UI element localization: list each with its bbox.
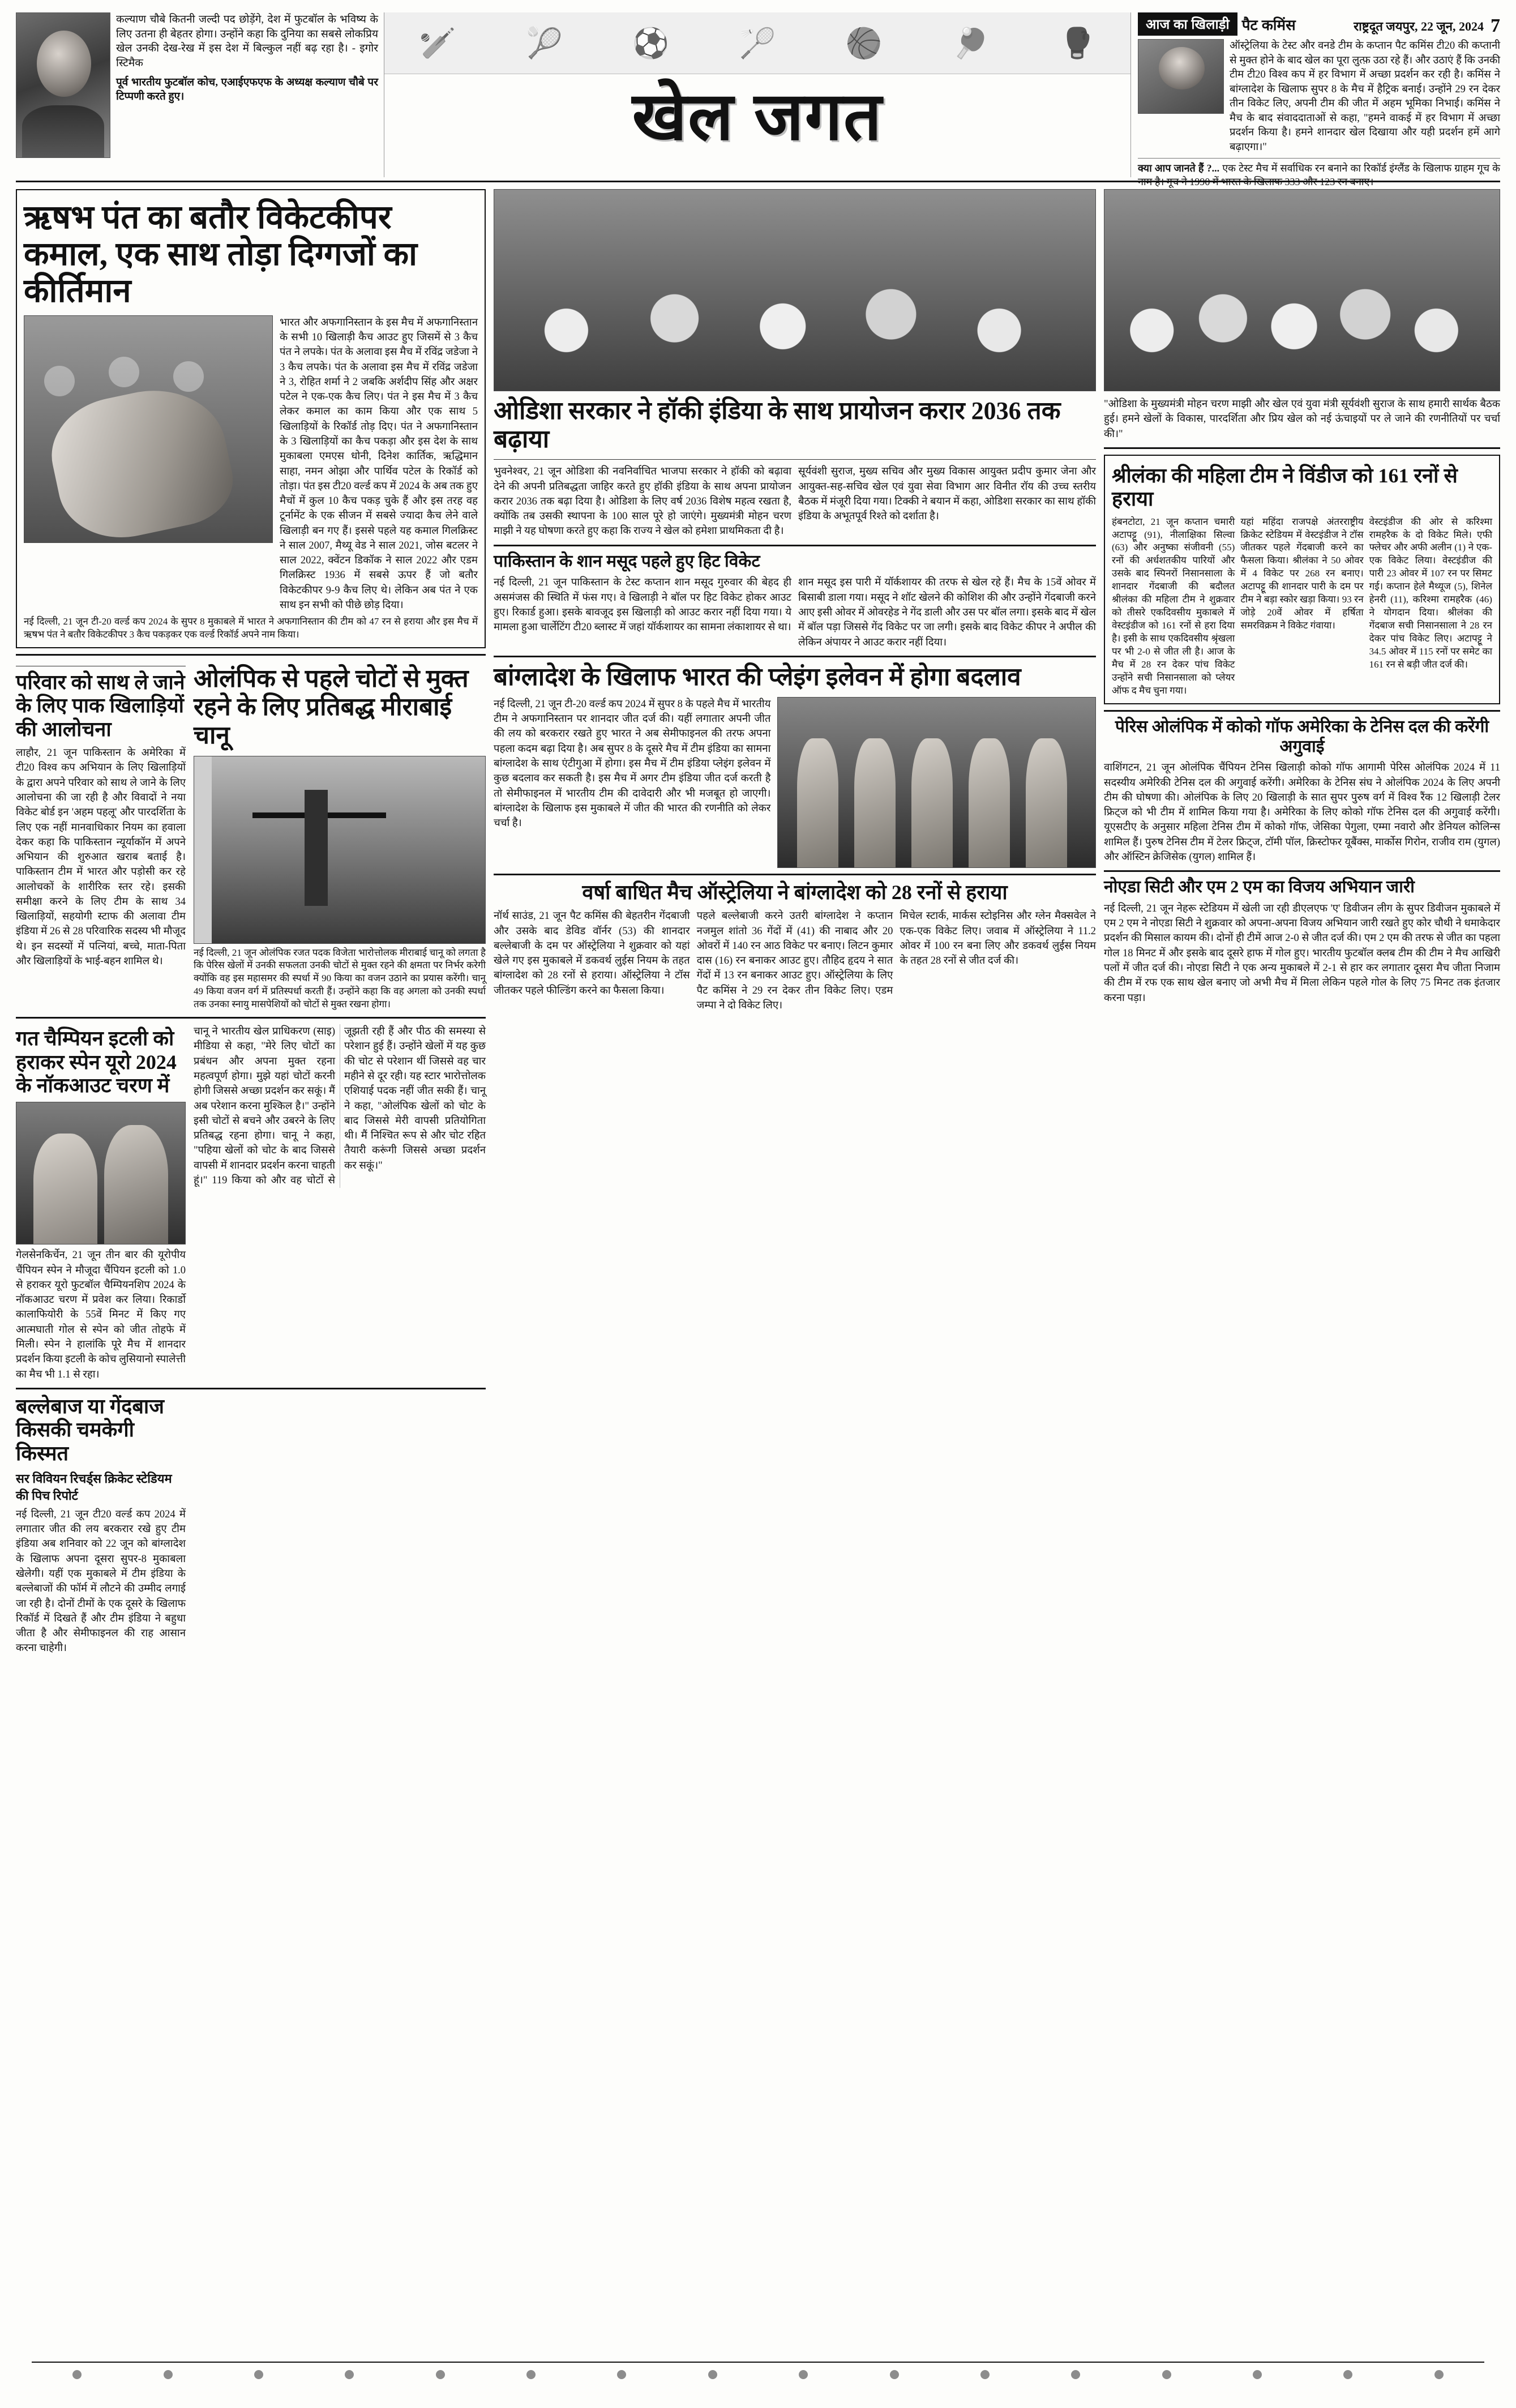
masthead-quote: कल्याण चौबे कितनी जल्दी पद छोड़ेंगे, देश में फुटबॉल के भविष्य के लिए उतना ही बेहतर होगा। उन्होंने कहा कि दुनिया का सबसे लोकप्रिय खेल उनकी देख-रेख में इस देश में बिल्कुल नहीं बढ़ रहा है। - इगोर स्टिमैक [116,14,378,69]
lead-caption: नई दिल्ली, 21 जून टी-20 वर्ल्ड कप 2024 के सुपर 8 मुकाबले में भारत ने अफगानिस्तान की टीम को 47 रन से हराया और इस मैच में ऋषभ पंत ने बतौर विकेटकीपर 3 कैच पकड़कर एक वर्ल्ड रिकॉर्ड अपने नाम किया। [24,616,478,640]
player-of-day-text: ऑस्ट्रेलिया के टेस्ट और वनडे टीम के कप्तान पैट कमिंस टी20 की कप्तानी से मुक्त होने के बाद खेल का पूरा लुत्फ़ उठा रहे हैं। और उठाएं हैं कि उनकी टीम टी20 विश्व कप में हर विभाग में अच्छा प्रदर्शन कर रही है। कमिंस ने बांग्लादेश के खिलाफ सुपर 8 के मैच में हैट्रिक बनाई। उन्होंने 29 रन देकर तीन विकेट लिए, अपनी टीम की जीत में अहम भूमिका निभाई। कमिंस ने मैच के बाद संवाददाताओं से कहा, "हमने वाकई में हर विभाग में अच्छा प्रदर्शन किया है। हमने शानदार खेल दिखाया और यही प्रदर्शन हमें आगे बढ़ाएगा।" [1230,40,1500,153]
mirabai-photo [194,756,486,944]
column-right [1104,189,1500,1656]
pak-headline: परिवार को साथ ले जाने के लिए पाक खिलाड़ियों की आलोचना [16,671,185,741]
pak-mirabai-row [16,661,486,1011]
tennis-ball-icon: 🎾 [526,27,563,60]
australia-col3: मिचेल स्टार्क, मार्कस स्टोइनिस और ग्लेन मैक्सवेल ने एक-एक विकेट लिए। जवाब में ऑस्ट्रेलिया ने 11.2 ओवर में 100 रन बना लिए और डकवर्थ लुईस नियम के तहत 28 रनों से जीत दर्ज की। [900,910,1097,967]
euro-photo [16,1102,186,1244]
column-left [16,189,486,1656]
column-center [494,189,1096,1656]
did-you-know-label: क्या आप जानते हैं ?... [1138,162,1220,174]
bangla-photo [777,697,1096,868]
pak-body: लाहौर, 21 जून पाकिस्तान के अमेरिका में टी20 विश्व कप अभियान के लिए खिलाड़ियों के द्वारा अपने परिवार को साथ ले जाने के लिए आलोचना की जा रही है और विवादों ने नया विकेट बोर्ड इन 'अहम पहलू' और पारदर्शिता के लिए एक नहीं मानवाधिकार नियम का हवाला देकर कहा कि पाकिस्तान न्यूर्याकॉन में अपने अभियान की शुरुआत खराब बताई है। पाकिस्तान टीम में भारत और पड़ोसी कर रहे आलोचकों के शारीरिक स्तर रहे। इसकी समीक्षा करने के लिए टीम के साथ 34 खिलाड़ियों, सहयोगी स्टाफ की अलावा टीम इंडिया में 26 से 28 परिवारिक सदस्य भी मौजूद थे। इन सदस्यों में पत्नियां, बच्चे, माता-पिता और खिलाड़ियों के भाई-बहन शामिल थे। [16,747,186,967]
batsman-subhead: सर विवियन रिचर्ड्स क्रिकेट स्टेडियम की पिच रिपोर्ट [16,1471,172,1503]
masood-headline: पाकिस्तान के शान मसूद पहले हुए हिट विकेट [494,551,760,571]
masthead-quote-source: पूर्व भारतीय फुटबॉल कोच, एआईएफएफ के अध्यक्ष कल्याण चौबे पर टिप्पणी करते हुए। [116,76,378,103]
srilanka-col1: हंबनटोटा, 21 जून कप्तान चमारी अटापट्टू (91), नीलाक्षिका सिल्वा (63) और अनुष्का संजीवनी (55) रनों की अर्धशतकीय पारियों और उसके बाद स्पिनरों निसानसाला के शानदार गेंदबाजी की बदौलत श्रीलंका की महिला टीम ने शुक्रवार को तीसरे एकदिवसीय मुकाबले में वेस्टइंडीज को 161 रनों से हरा दिया है। इसी के साथ एकदिवसीय श्रृंखला पर भी 2-0 से जीत ली है। आज के मैच में 28 रन देकर पांच विकेट उन्होंने सची निसानसाला को प्लेयर ऑफ द मैच चुना गया। [1112,516,1235,696]
hockey-photo-2 [1104,189,1500,391]
hockey-col2: सूर्यवंशी सुराज, मुख्य सचिव और मुख्य विकास आयुक्त प्रदीप कुमार जेना और आयुक्त-सह-सचिव खेल एवं युवा सेवा विभाग आर विनीत रॉय की उच्च स्तरीय बैठक में मंजूरी दिया गया। टिक्की ने बयान में कहा, ओडिशा सरकार का साथ हॉकी इंडिया के अभूतपूर्व रिश्ते को दर्शाता है। [798,466,1096,523]
mirabai-body: चानू ने भारतीय खेल प्राधिकरण (साइ) मीडिया से कहा, "मेरे लिए चोटों का प्रबंधन और अपना मुक्त रहना महत्वपूर्ण होगा। मुझे यहां चोटों करनी होगी जिससे अच्छा प्रदर्शन कर सकूं। मैं अब परेशान करना मुश्किल है।" उन्होंने इसी चोटों से बचने और उबरने के लिए प्रतिबद्ध रहना होगा। चानू ने कहा, "पहिया खेलों को चोट के बाद जिससे वापसी में शानदार प्रदर्शन करना चाहती हूं।" 119 किया को और वह चोटों से जूझती रही हैं और पीठ की समस्या से परेशान हुई हैं। उन्होंने खेलों में यह कुछ की चोट से परेशान थीं जिससे वह चार महीने से दूर रही। यह स्टार भारोत्तोलक एशियाई पदक नहीं जीत सकी हैं। चानू ने कहा, "ओलंपिक खेलों को चोट के बाद जिससे मेरी वापसी प्रतियोगिता थी। मैं निश्चित रूप से और चोट रहित तैयारी करूंगी जिससे अच्छा प्रदर्शन कर सकूं।" [194,1026,486,1186]
srilanka-headline: श्रीलंका की महिला टीम ने विंडीज को 161 रनों से हराया [1112,464,1458,511]
mirabai-headline: ओलंपिक से पहले चोटों से मुक्त रहने के लिए प्रतिबद्ध मीराबाई चानू [194,665,469,750]
did-you-know-text: एक टेस्ट मैच में सर्वाधिक रन बनाने का रिकॉर्ड इंग्लैंड के खिलाफ ग्राहम गूच के नाम है। गूच ने 1990 में भारत के खिलाफ 333 और 123 रन बनाए। [1138,162,1500,188]
basketball-icon: 🏀 [845,27,883,60]
main-grid [16,189,1500,1656]
noida-article [1104,878,1500,1006]
bangla-headline: बांग्लादेश के खिलाफ भारत की प्लेइंग इलेवन में होगा बदलाव [494,662,1021,691]
footer-registration-marks [32,2362,1484,2381]
batsman-article [16,1395,186,1656]
pak-article [16,661,186,1011]
masood-col2: शान मसूद इस पारी में यॉर्कशायर की तरफ से खेल रहे हैं। मैच के 15वें ओवर में बिसाबी डाला गया। मसूद ने शॉट खेलने की कोशिश की और उन्होंने गेंदबाजी करने आए इसी ओवर में ओवरहेड ने गेंद डाली और उस पर बॉल लगा। इसके बाद में खेल में बॉल पड़ा जिससे गेंद विकेट पर जा लगी। इसके बाद विकेट कीपर ने अपील की लेकिन अंपायर ने आउट करार नहीं दिया। [798,577,1096,648]
masood-col1: नई दिल्ली, 21 जून पाकिस्तान के टेस्ट कप्तान शान मसूद गुरुवार की बेहद ही असमंजस की स्थिति में फंस गए। वे खिलाड़ी ने बॉल पर हिट विकेट होकर आउट हुए। रिकार्ड हुआ। इसके बावजूद इस खिलाड़ी को आउट करार नहीं दिया गया। ये मामला हुआ चार्लेटिंग टी20 ब्लास्ट में जहां यॉर्कशायर का सामना लंकाशायर से था। [494,577,791,634]
badminton-icon: 🏸 [739,27,776,60]
bangla-article [494,663,1096,868]
masthead-center [384,12,1130,177]
player-of-day-name: पैट कमिंस [1241,16,1296,33]
player-of-day-tag: आज का खिलाड़ी [1138,12,1237,36]
mirabai-article [194,661,486,1011]
masthead-left [16,12,384,177]
euro-row [16,1024,486,1382]
table-tennis-icon: 🏓 [952,27,989,60]
euro-article [16,1024,186,1382]
australia-col1: नॉर्थ साउंड, 21 जून पैट कमिंस की बेहतरीन गेंदबाजी और उसके बाद डेविड वॉर्नर (53) की शानदार बल्लेबाजी के दम पर ऑस्ट्रेलिया ने शुक्रवार को यहां खेले गए इस मुकाबले में डकवर्थ लुईस नियम के तहत बांग्लादेश को 28 रनों से हराया। ऑस्ट्रेलिया ने टॉस जीतकर पहले फील्डिंग करने का फैसला किया। [494,910,690,996]
australia-headline: वर्षा बाधित मैच ऑस्ट्रेलिया ने बांग्लादेश को 28 रनों से हराया [582,880,1008,904]
lead-photo [24,315,273,543]
batsman-headline: बल्लेबाज या गेंदबाज किसकी चमकेगी किस्मत [16,1395,164,1465]
noida-headline: नोएडा सिटी और एम 2 एम का विजय अभियान जारी [1104,878,1415,897]
boxing-glove-icon: 🥊 [1059,27,1096,60]
soccer-ball-icon: ⚽ [632,27,670,60]
section-logo: खेल जगत [632,79,883,154]
player-photo [1138,39,1224,114]
srilanka-article [1104,455,1500,704]
mirabai-caption: नई दिल्ली, 21 जून ओलंपिक रजत पदक विजेता भारोत्तोलक मीराबाई चानू को लगता है कि पेरिस खेलों में उनकी सफलता उनकी चोटों से मुक्त रहने की क्षमता पर निर्भर करेगी क्योंकि वह इस महासमर की स्पर्धा में 90 किया का वजन उठाने का प्रयास करेंगी। चानू 49 किया वजन वर्ग में प्रतिस्पर्धा करती हैं। उन्होंने कहा कि वह अगला को उनकी स्पर्धा तक उनका स्नायु मासपेशियों को चोटों से मुक्त रखना होगा। [194,947,486,1010]
lead-body: भारत और अफगानिस्तान के इस मैच में अफगानिस्तान के सभी 10 खिलाड़ी कैच आउट हुए जिसमें से 3 कैच पंत ने लपके। पंत के अलावा इस मैच में रविंद्र जडेजा ने 3 कैच लपके। पंत के अलावा इस मैच में रविंद्र जडेजा ने 3, रोहित शर्मा ने 2 जबकि अर्शदीप सिंह और अक्षर पटेल ने एक-एक कैच लिए। पंत ने इस मैच में 3 कैच लेकर कमाल का काम किया और एक साथ 5 खिलाड़ियों के रिकॉर्ड तोड़ दिए। पंत ने अफगानिस्तान के 3 खिलाड़ियों का कैच पकड़ा और इस देश के साथ मुकाबला एमएस धोनी, दिनेश कार्तिक, ऋद्धिमान साहा, नमन ओझा और पार्थिव पटेल के रिकॉर्ड को तोड़ा। पंत इस टी20 वर्ल्ड कप में 2024 के अब तक हुए मैचों में कुल 10 कैच पकड़ चुके हैं और इस तरह वह टूर्नामेंट के एक सीजन में सबसे ज्यादा कैच लेने वाले खिलाड़ी बन गए हैं। इससे पहले यह कमाल गिलक्रिस्ट ने साल 2007, मैथ्यू वेड ने साल 2021, जोस बटलर ने साल 2022, क्वेंटन डिकॉक ने साल 2022 और एडम गिलक्रिस्ट 1936 में सबसे ऊपर हैं जो बतौर विकेटकीपर 9-9 कैच लिए थे। लेकिन अब पंत ने एक साथ इन सभी को पीछे छोड़ दिया। [280,316,478,611]
paris-body: वाशिंगटन, 21 जून ओलंपिक चैंपियन टेनिस खिलाड़ी कोको गॉफ आगामी पेरिस ओलंपिक 2024 में 11 सदस्यीय अमेरिकी टेनिस दल की अगुवाई करेंगी। अमेरिका के टेनिस संघ ने ओलंपिक 2024 के लिए अपनी टीम की घोषणा की। ओलंपिक के लिए 20 खिलाड़ी के सात सुपर पुरुष वर्ग में विश्व रैंक 12 खिलाड़ी टेलर फ्रिट्ज को भी टीम में शामिल किया गया है। अमेरिका के लिए कोको गॉफ टेनिस दल की अगुवाई करेंगी। यूएसटीए के अनुसार महिला टेनिस टीम में कोको गॉफ, जेसिका पेगुला, एम्मा नवारो और डेनियल कोलिन्स शामिल हैं। पुरुष टेनिस टीम में टेलर फ्रिट्ज, टॉमी पॉल, क्रिस्टोफर यूबैंक्स, मार्कोस गिरोन, राजीव राम (युगल) और ऑस्टिन क्रेजिसेक (युगल) शामिल हैं। [1104,762,1500,863]
did-you-know-box [1138,158,1500,189]
page-number: 7 [1491,15,1500,36]
srilanka-col2: यहां महिंदा राजपक्षे अंतरराष्ट्रीय क्रिकेट स्टेडियम में वेस्टइंडीज ने टॉस जीतकर पहले गेंदबाजी करने का फैसला किया। श्रीलंका ने 50 ओवर में 4 विकेट पर 268 रन बनाए। अटापट्टू की शानदार पारी के दम पर टीम ने बड़ा स्कोर खड़ा किया। 93 रन जोड़े 20वें ओवर में हर्षिता समरविक्रम ने विकेट गंवाया। [1240,516,1364,631]
hockey-col1: भुवनेश्वर, 21 जून ओडिशा की नवनिर्वाचित भाजपा सरकार ने हॉकी को बढ़ावा देने की अपनी प्रतिबद्धता जाहिर करते हुए हॉकी इंडिया के साथ अपना प्रायोजन करार 2036 तक बढ़ा दिया है। ओडिशा के लिए वर्ष 2036 विशेष महत्व रखता है, क्योंकि तब उसकी स्थापना के 100 साल पूरे हो जाएंगे। मुख्यमंत्री मोहन चरण माझी ने यह घोषणा करते हुए कहा कि राज्य ने खेल को हमेशा प्राथमिकता दी है। [494,466,791,537]
noida-body: नई दिल्ली, 21 जून नेहरू स्टेडियम में खेली जा रही डीएलएफ 'ए' डिवीजन लीग के सुपर डिवीजन मुकाबले में एम 2 एम ने नोएडा सिटी ने शुक्रवार को अपना-अपना विजय अभियान जारी रखते हुए कोर चौथी ने धमाकेदार प्रदर्शन की मिसाल कायम की। दोनों ही टीमें आज 2-0 से जीत दर्ज की। एम 2 एम की तरफ से जीत का पहला गोल 18 मिनट में और इसके बाद दूसरे हाफ में गोल हुए। भारतीय फुटबॉल क्लब टीम की टीम ने मैच आखिरी पलों में जीत दर्ज की। नोएडा सिटी ने एक अन्य मुकाबले में 2-1 से हार कर लगातार दूसरा मैच जीता निजाम की टीम में रफ एक साथ खेल बनाए जो अभी मैच में मिला लेकिन पहले गोल के लिए 75 मिनट तक इंतजार करना पड़ा। [1104,903,1500,1004]
cricket-stumps-icon: 🏏 [419,27,456,60]
edition-date: राष्ट्रदूत जयपुर, 22 जून, 2024 [1354,19,1484,33]
lead-headline: ऋषभ पंत का बतौर विकेटकीपर कमाल, एक साथ तोड़ा दिग्गजों का कीर्तिमान [24,199,418,309]
sports-icon-strip [384,12,1130,74]
masthead [16,12,1500,188]
columnist-photo [16,12,110,158]
hockey-col3: "ओडिशा के मुख्यमंत्री मोहन चरण माझी और खेल एवं युवा मंत्री सूर्यवंशी सुराज के साथ हमारी सार्थक बैठक हुई। हमने खेलों के विकास, पारदर्शिता और प्रिय खेल को नई ऊंचाइयों पर ले जाने की रणनीतियों पर चर्चा की।" [1104,399,1500,440]
masood-article [494,552,1096,650]
srilanka-col3: वेस्टइंडीज की ओर से करिश्मा रामहरैक के दो विकेट मिले। एफी फ्लेचर और अफी अलीन (1) ने एक-एक विकेट लिया। वेस्टइंडीज की पारी 23 ओवर में 107 रन पर सिमट गई। कप्तान हेले मैथ्यूज (5), शिनेल हेनरी (11), करिश्मा रामहरैक (46) ने योगदान दिया। श्रीलंका की गेंदबाज सची निसानसाला ने 28 रन देकर पांच विकेट लिए। अटापट्टू ने 34.5 ओवर में 115 रनों पर समेट का 161 रन से बड़ी जीत दर्ज की। [1369,516,1492,670]
batsman-body: नई दिल्ली, 21 जून टी20 वर्ल्ड कप 2024 में लगातार जीत की लय बरकरार रखे हुए टीम इंडिया अब शनिवार को 22 जून को बांग्लादेश के खिलाफ अपना दूसरा सुपर-8 मुकाबला खेलेगी। यहीं एक मुकाबले में टीम इंडिया के बल्लेबाजों की फॉर्म में लौटने की उम्मीद लगाई जा रही है। दोनों टीमों के एक दूसरे के खिलाफ रिकॉर्ड में दिखते हैं और टीम इंडिया ने बहुधा जीता है और सेमीफाइनल की राह आसान करना चाहेगी। [16,1508,186,1654]
bangla-body: नई दिल्ली, 21 जून टी-20 वर्ल्ड कप 2024 में सुपर 8 के पहले मैच में भारतीय टीम ने अफगानिस्तान पर शानदार जीत दर्ज की। यहीं लगातार अपनी जीत की लय को बरकरार रखते हुए भारत ने अब सेमीफाइनल की तरफ अपना पहला कदम बढ़ा दिया है। अब सुपर 8 के दूसरे मैच में टीम इंडिया का सामना बांग्लादेश के साथ एंटीगुआ में होगा। इस मैच में टीम इंडिया प्लेइंग इलेवन में कुछ बदलाव कर सकती है। इस मैच में अगर टीम इंडिया जीत दर्ज करती है तो सेमीफाइनल में भारतीय टीम की दावेदारी और भी मजबूत हो जाएगी। बांग्लादेश के खिलाफ इस मुकाबले में जीत की भारत की रणनीति को लेकर चर्चा है। [494,698,771,829]
euro-headline: गत चैम्पियन इटली को हराकर स्पेन यूरो 2024 के नॉकआउट चरण में [16,1027,177,1097]
lead-article [16,189,486,648]
australia-article [494,881,1096,1013]
paris-headline: पेरिस ओलंपिक में कोको गॉफ अमेरिका के टेनिस दल की करेंगी अगुवाई [1115,717,1489,756]
mirabai-body-wrap [194,1024,486,1382]
paris-article [1104,717,1500,865]
masthead-right [1130,12,1500,188]
euro-body: गेलसेनकिर्चेन, 21 जून तीन बार की यूरोपीय चैंपियन स्पेन ने मौजूदा चैंपियन इटली को 1.0 से हराकर यूरो फुटबॉल चैम्पियनशिप 2024 के नॉकआउट चरण में प्रवेश कर लिया। रिकार्डो कालाफियोरी के 55वें मिनट में किए गए आत्मघाती गोल से स्पेन को जीत तोहफे में मिली। स्पेन ने हालांकि पूरे मैच में शानदार प्रदर्शन किया इटली के कोच लुसियानो स्पालेत्ती का मैच भी 1.1 से रहा। [16,1250,186,1380]
hockey-photo [494,189,1096,391]
hockey-headline: ओडिशा सरकार ने हॉकी इंडिया के साथ प्रायोजन करार 2036 तक बढ़ाया [494,397,1061,454]
australia-col2: पहले बल्लेबाजी करने उतरी बांग्लादेश ने कप्तान नजमुल शांतो 36 गेंदों में (41) की नाबाद और 20 ओवरों में 140 रन आठ विकेट पर बनाए। लिटन कुमार दास (16) रन बनाकर आउट हुए। तौहिद हृदय ने सात गेंदों में 13 रन बनाकर आउट हुए। ऑस्ट्रेलिया के लिए पैट कमिंस ने 29 रन देकर तीन विकेट लिए। एडम जम्पा ने दो विकेट लिए। [696,910,893,1011]
